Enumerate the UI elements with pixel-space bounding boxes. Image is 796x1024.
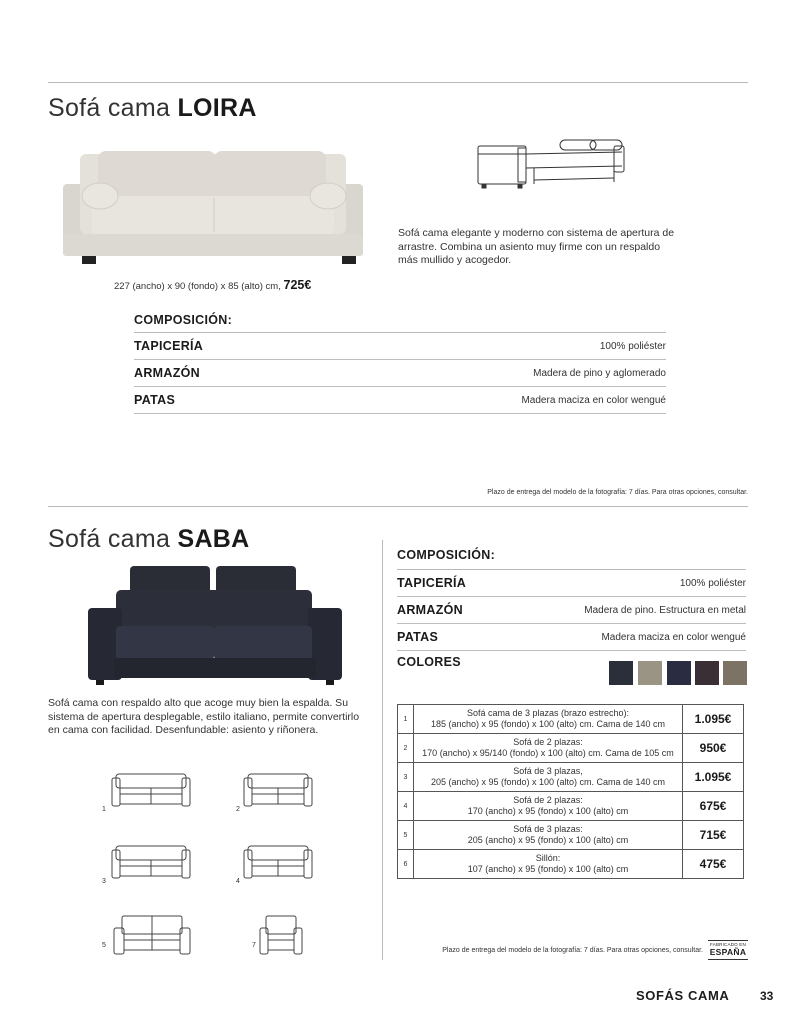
badge-bottom-text: ESPAÑA [709, 947, 747, 957]
saba-description: Sofá cama con respaldo alto que acoge muy bien la espalda. Su sistema de apertura desplegable, estilo italiano, permite convertirlo en cama con facilidad. Desenfundable: asiento y riñonera. [48, 697, 360, 736]
saba-title [48, 525, 250, 554]
model-price: 675€ [683, 792, 744, 821]
table-row [398, 792, 744, 821]
model-line1: Sillón: [535, 853, 561, 863]
saba-delivery-note: Plazo de entrega del modelo de la fotografía: 7 días. Para otras opciones, consultar. [442, 947, 703, 954]
loira-title [48, 94, 257, 123]
model-price: 1.095€ [683, 763, 744, 792]
loira-sofa-photo [60, 146, 366, 268]
color-swatch [609, 661, 633, 685]
model-line2: 170 (ancho) x 95/140 (fondo) x 100 (alto) cm. Cama de 105 cm [422, 748, 674, 758]
model-description [414, 763, 683, 792]
figure-number: 7 [252, 942, 256, 949]
spec-value: Madera maciza en color wengué [521, 394, 666, 406]
model-price: 950€ [683, 734, 744, 763]
middle-divider [48, 506, 748, 507]
model-line2: 107 (ancho) x 95 (fondo) x 100 (alto) cm [467, 864, 629, 874]
model-number: 1 [398, 705, 414, 734]
table-row [398, 850, 744, 879]
model-number: 3 [398, 763, 414, 792]
spec-label: PATAS [134, 393, 176, 407]
loira-spec-upholstery [134, 333, 666, 360]
spec-label: TAPICERÍA [134, 339, 204, 353]
model-price: 1.095€ [683, 705, 744, 734]
loira-title-bold: LOIRA [177, 94, 257, 122]
loira-dims-text: 227 (ancho) x 90 (fondo) x 85 (alto) cm, [114, 281, 281, 292]
model-line1: Sofá cama de 3 plazas (brazo estrecho): [466, 708, 630, 718]
figure-number: 5 [102, 942, 106, 949]
saba-spec-upholstery [397, 570, 746, 597]
made-in-spain-badge [708, 940, 748, 960]
loira-composition-heading: COMPOSICIÓN: [134, 313, 233, 327]
loira-bed-diagram [474, 134, 632, 192]
spec-value: 100% poliéster [599, 340, 666, 352]
saba-model-diagrams [96, 764, 336, 960]
saba-price-table [397, 704, 744, 879]
model-number: 4 [398, 792, 414, 821]
model-price: 715€ [683, 821, 744, 850]
saba-spec-frame [397, 597, 746, 624]
model-line2: 205 (ancho) x 95 (fondo) x 100 (alto) cm [467, 835, 629, 845]
model-line1: Sofá de 3 plazas: [513, 824, 583, 834]
figure-number: 4 [236, 878, 240, 885]
table-row [398, 821, 744, 850]
figure-number: 2 [236, 806, 240, 813]
model-line1: Sofá de 3 plazas, [513, 766, 583, 776]
spec-value: Madera de pino. Estructura en metal [584, 604, 746, 616]
model-description [414, 821, 683, 850]
color-swatch [667, 661, 691, 685]
badge-top-text: FABRICADO EN [708, 940, 748, 947]
model-line1: Sofá de 2 plazas: [513, 737, 583, 747]
table-row [398, 763, 744, 792]
saba-spec-legs [397, 624, 746, 651]
saba-title-light: Sofá cama [48, 525, 171, 553]
model-number: 5 [398, 821, 414, 850]
color-swatch [723, 661, 747, 685]
footer-section-title: SOFÁS CAMA [636, 988, 730, 1003]
model-number: 2 [398, 734, 414, 763]
color-swatch [638, 661, 662, 685]
top-divider [48, 82, 748, 83]
saba-column-divider [382, 540, 383, 960]
table-row [398, 705, 744, 734]
figure-number: 1 [102, 806, 106, 813]
loira-delivery-note: Plazo de entrega del modelo de la fotografía: 7 días. Para otras opciones, consultar. [487, 489, 748, 496]
loira-dims [114, 278, 311, 292]
model-line2: 170 (ancho) x 95 (fondo) x 100 (alto) cm [467, 806, 629, 816]
model-number: 6 [398, 850, 414, 879]
spec-label: ARMAZÓN [397, 603, 463, 617]
loira-title-light: Sofá cama [48, 94, 171, 122]
model-description [414, 705, 683, 734]
model-line2: 185 (ancho) x 95 (fondo) x 100 (alto) cm. Cama de 140 cm [430, 719, 666, 729]
table-row [398, 734, 744, 763]
model-price: 475€ [683, 850, 744, 879]
loira-spec-frame [134, 360, 666, 387]
saba-sofa-photo [86, 564, 344, 686]
spec-label: ARMAZÓN [134, 366, 200, 380]
model-line2: 205 (ancho) x 95 (fondo) x 100 (alto) cm. Cama de 140 cm [430, 777, 666, 787]
saba-composition-heading: COMPOSICIÓN: [397, 548, 496, 562]
page-number: 33 [760, 989, 774, 1003]
loira-price: 725€ [283, 278, 312, 292]
loira-spec-legs [134, 387, 666, 414]
model-line1: Sofá de 2 plazas: [513, 795, 583, 805]
model-description [414, 792, 683, 821]
spec-value: Madera de pino y aglomerado [533, 367, 666, 379]
spec-label: TAPICERÍA [397, 576, 467, 590]
saba-title-bold: SABA [177, 525, 250, 553]
spec-label: PATAS [397, 630, 439, 644]
spec-value: Madera maciza en color wengué [601, 631, 746, 643]
model-description [414, 850, 683, 879]
saba-colors-label: COLORES [397, 655, 461, 669]
model-description [414, 734, 683, 763]
figure-number: 3 [102, 878, 106, 885]
loira-description: Sofá cama elegante y moderno con sistema de apertura de arrastre. Combina un asiento muy firme con un respaldo más mullido y acogedor. [398, 227, 675, 266]
spec-value: 100% poliéster [679, 577, 746, 589]
color-swatch [695, 661, 719, 685]
